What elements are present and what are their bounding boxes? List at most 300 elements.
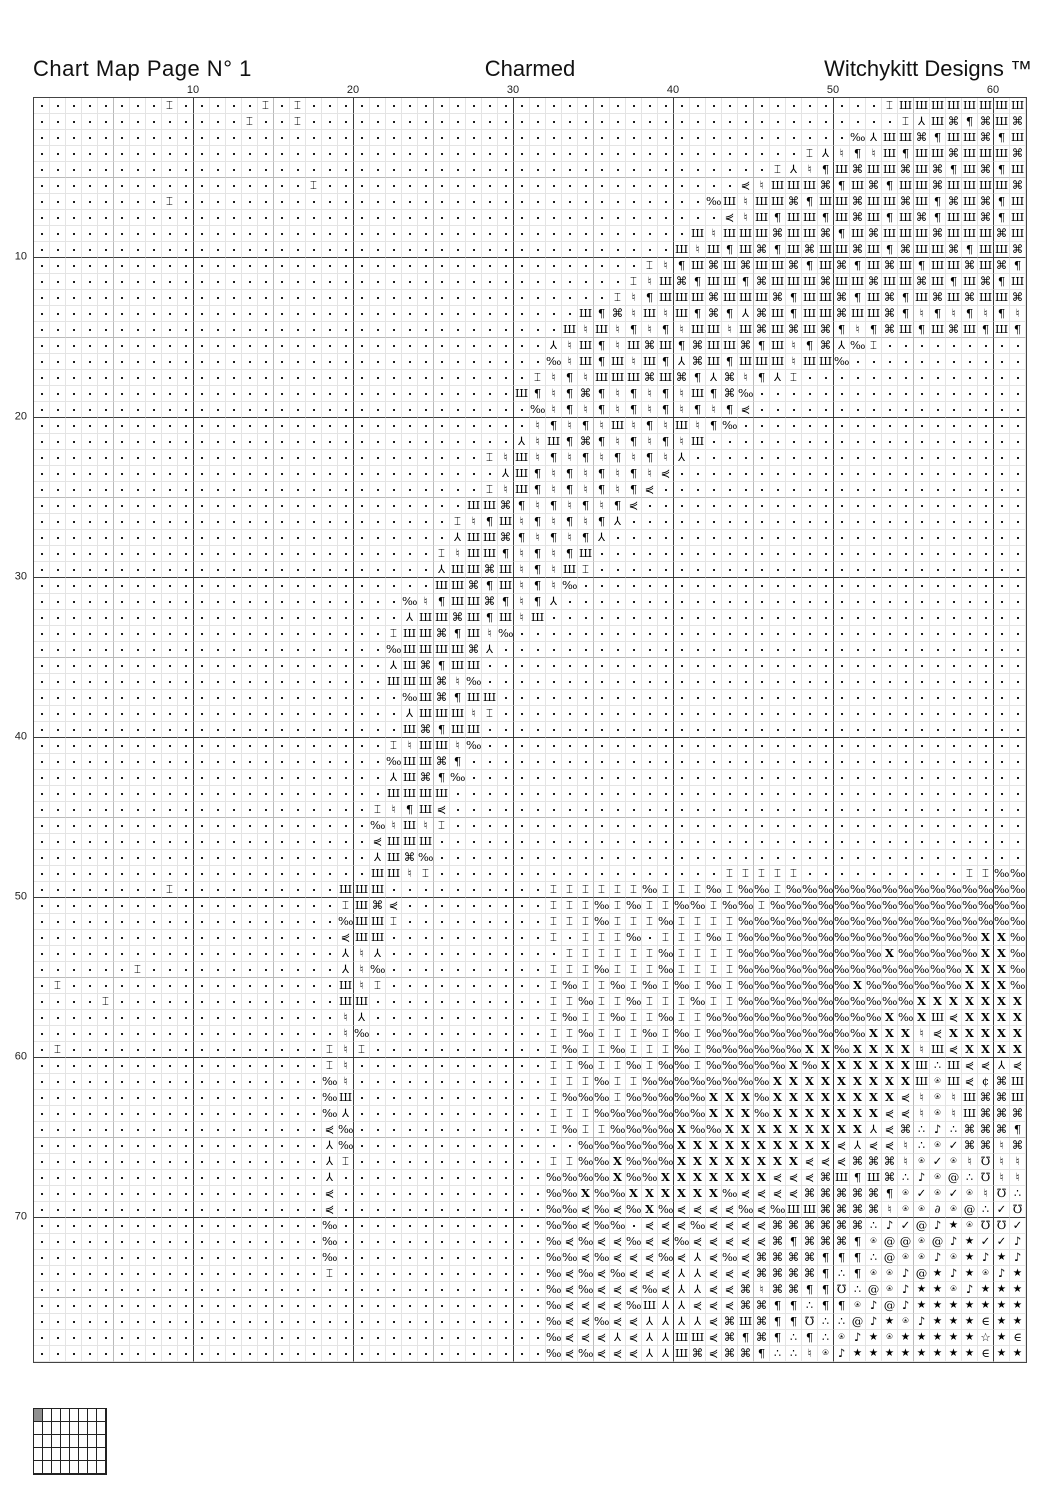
- grid-cell: ⋞: [626, 1314, 642, 1330]
- grid-cell: [466, 306, 482, 322]
- grid-cell: [210, 274, 226, 290]
- grid-cell: [674, 130, 690, 146]
- grid-cell: [418, 258, 434, 274]
- grid-cell: [994, 354, 1010, 370]
- grid-cell: ¶: [562, 402, 578, 418]
- grid-cell: [242, 914, 258, 930]
- grid-cell: [210, 1154, 226, 1170]
- grid-cell: ¶: [578, 418, 594, 434]
- grid-cell: ⌘: [818, 274, 834, 290]
- grid-cell: [258, 514, 274, 530]
- grid-cell: [882, 338, 898, 354]
- grid-cell: [130, 402, 146, 418]
- grid-cell: [962, 562, 978, 578]
- grid-cell: [50, 322, 66, 338]
- grid-cell: [146, 194, 162, 210]
- grid-cell: [402, 194, 418, 210]
- grid-cell: [274, 210, 290, 226]
- row-number-label: 70: [14, 1210, 27, 1223]
- grid-cell: ♮: [450, 674, 466, 690]
- grid-cell: [322, 146, 338, 162]
- grid-cell: [146, 1186, 162, 1202]
- grid-cell: [450, 1250, 466, 1266]
- grid-cell: [66, 498, 82, 514]
- grid-cell: [178, 962, 194, 978]
- grid-cell: Ш: [690, 386, 705, 400]
- grid-cell: Ш: [418, 706, 433, 720]
- grid-cell: [754, 530, 770, 546]
- grid-cell: [978, 546, 994, 562]
- grid-cell: [402, 882, 418, 898]
- grid-cell: ‰: [578, 1058, 594, 1072]
- grid-cell: [626, 242, 642, 258]
- grid-cell: [946, 706, 962, 722]
- grid-cell: [162, 178, 178, 194]
- grid-cell: ‰: [722, 1186, 738, 1200]
- grid-cell: [706, 706, 722, 722]
- grid-cell: [242, 418, 258, 434]
- grid-cell: [322, 1026, 338, 1042]
- grid-cell: Ш: [770, 274, 785, 288]
- grid-cell: [818, 738, 834, 754]
- grid-cell: [354, 114, 370, 130]
- grid-cell: ‰: [546, 354, 562, 368]
- grid-cell: Ш: [658, 338, 673, 352]
- grid-cell: ¶: [434, 722, 450, 738]
- grid-cell: [994, 338, 1010, 354]
- grid-cell: [66, 322, 82, 338]
- grid-cell: [674, 146, 690, 162]
- grid-cell: ⌘: [786, 1282, 802, 1298]
- grid-cell: [450, 1106, 466, 1122]
- grid-cell: [482, 914, 498, 930]
- grid-cell: [322, 210, 338, 226]
- grid-cell: [98, 370, 114, 386]
- grid-cell: [322, 546, 338, 562]
- grid-cell: [194, 1346, 210, 1362]
- grid-cell: [242, 290, 258, 306]
- grid-cell: ‰: [834, 1026, 850, 1040]
- grid-cell: [770, 450, 786, 466]
- grid-cell: [130, 722, 146, 738]
- grid-cell: [82, 882, 98, 898]
- grid-cell: [818, 530, 834, 546]
- grid-cell: [162, 1058, 178, 1074]
- grid-cell: [130, 418, 146, 434]
- grid-cell: [162, 1346, 178, 1362]
- grid-cell: [562, 114, 578, 130]
- grid-cell: [98, 1090, 114, 1106]
- grid-cell: [370, 194, 386, 210]
- grid-cell: ‰: [610, 1186, 626, 1200]
- grid-cell: [610, 114, 626, 130]
- grid-cell: ⌘: [434, 690, 450, 706]
- grid-cell: [466, 450, 482, 466]
- grid-cell: [434, 1090, 450, 1106]
- grid-cell: [322, 482, 338, 498]
- grid-cell: [818, 818, 834, 834]
- grid-cell: [690, 466, 706, 482]
- grid-cell: [402, 1042, 418, 1058]
- grid-cell: ⌘: [818, 226, 834, 242]
- grid-cell: [242, 1090, 258, 1106]
- grid-cell: ‰: [754, 1058, 770, 1072]
- grid-cell: [818, 722, 834, 738]
- grid-cell: [402, 338, 418, 354]
- grid-cell: [194, 370, 210, 386]
- grid-cell: Ш: [962, 194, 977, 208]
- grid-cell: [258, 546, 274, 562]
- grid-cell: [50, 402, 66, 418]
- grid-cell: [514, 226, 530, 242]
- grid-cell: [546, 946, 562, 962]
- grid-cell: [306, 674, 322, 690]
- grid-cell: [706, 722, 722, 738]
- grid-cell: [450, 338, 466, 354]
- grid-cell: [50, 1186, 66, 1202]
- grid-cell: [930, 594, 946, 610]
- grid-cell: [594, 594, 610, 610]
- grid-cell: [370, 674, 386, 690]
- grid-cell: ‰: [690, 1106, 706, 1120]
- grid-cell: [434, 498, 450, 514]
- grid-cell: [898, 594, 914, 610]
- grid-cell: ⌶: [626, 914, 642, 930]
- grid-cell: [386, 882, 402, 898]
- grid-cell: ⅄: [610, 514, 626, 530]
- grid-cell: [802, 690, 818, 706]
- grid-cell: ⌘: [882, 258, 898, 274]
- grid-cell: [386, 994, 402, 1010]
- grid-cell: [546, 834, 562, 850]
- grid-cell: [274, 1186, 290, 1202]
- grid-cell: X: [834, 1074, 850, 1090]
- grid-cell: [434, 226, 450, 242]
- grid-cell: ‰: [546, 1250, 562, 1264]
- grid-cell: [802, 850, 818, 866]
- grid-cell: [482, 258, 498, 274]
- grid-cell: [754, 690, 770, 706]
- grid-cell: [578, 786, 594, 802]
- grid-cell: [258, 1074, 274, 1090]
- grid-cell: [498, 706, 514, 722]
- grid-cell: Ш: [946, 226, 961, 240]
- grid-cell: ⋞: [690, 1202, 706, 1218]
- grid-cell: ⌘: [978, 210, 994, 226]
- grid-cell: [146, 658, 162, 674]
- grid-cell: Ш: [882, 162, 897, 176]
- grid-cell: [258, 354, 274, 370]
- grid-cell: [178, 754, 194, 770]
- grid-cell: [274, 1074, 290, 1090]
- grid-cell: [66, 690, 82, 706]
- grid-cell: [194, 1170, 210, 1186]
- grid-cell: [338, 690, 354, 706]
- grid-cell: [258, 1058, 274, 1074]
- grid-cell: [274, 338, 290, 354]
- grid-cell: [418, 546, 434, 562]
- grid-cell: ♪: [946, 1266, 962, 1282]
- grid-cell: ⌘: [818, 178, 834, 194]
- grid-cell: [418, 1170, 434, 1186]
- grid-cell: [770, 98, 786, 114]
- grid-cell: [930, 866, 946, 882]
- grid-cell: [514, 690, 530, 706]
- grid-cell: ♮: [610, 434, 626, 450]
- grid-cell: [802, 770, 818, 786]
- grid-cell: [258, 722, 274, 738]
- grid-cell: ⌶: [690, 882, 706, 898]
- grid-cell: Ш: [978, 226, 993, 240]
- grid-cell: [50, 786, 66, 802]
- grid-cell: [82, 1282, 98, 1298]
- grid-cell: [66, 1330, 82, 1346]
- grid-cell: [210, 1314, 226, 1330]
- grid-cell: [322, 1330, 338, 1346]
- grid-cell: [514, 914, 530, 930]
- grid-cell: ‰: [738, 898, 754, 912]
- grid-cell: [178, 722, 194, 738]
- grid-cell: [50, 1170, 66, 1186]
- grid-cell: Ш: [402, 754, 417, 768]
- grid-cell: ‰: [914, 946, 930, 960]
- grid-cell: [1010, 434, 1026, 450]
- grid-cell: [882, 498, 898, 514]
- grid-cell: [322, 866, 338, 882]
- grid-cell: [306, 1314, 322, 1330]
- grid-cell: [98, 658, 114, 674]
- grid-cell: [930, 690, 946, 706]
- grid-cell: ⌶: [786, 866, 802, 882]
- grid-cell: Ш: [706, 354, 721, 368]
- grid-cell: [178, 482, 194, 498]
- grid-cell: [850, 722, 866, 738]
- grid-cell: [258, 1314, 274, 1330]
- grid-cell: X: [722, 1138, 738, 1154]
- grid-cell: [914, 354, 930, 370]
- grid-cell: ‰: [930, 978, 946, 992]
- grid-cell: ★: [914, 1282, 930, 1298]
- grid-cell: [914, 498, 930, 514]
- grid-cell: [498, 338, 514, 354]
- grid-cell: [338, 242, 354, 258]
- grid-cell: [450, 850, 466, 866]
- grid-cell: [130, 482, 146, 498]
- grid-cell: [786, 706, 802, 722]
- grid-cell: [626, 1218, 642, 1234]
- grid-cell: [242, 258, 258, 274]
- grid-cell: [226, 418, 242, 434]
- grid-cell: ‰: [834, 978, 850, 992]
- grid-cell: [498, 770, 514, 786]
- grid-cell: ⌶: [674, 914, 690, 930]
- grid-cell: [978, 482, 994, 498]
- grid-cell: [258, 274, 274, 290]
- grid-cell: ¶: [450, 626, 466, 642]
- grid-cell: [802, 786, 818, 802]
- grid-cell: [226, 706, 242, 722]
- grid-cell: ‰: [562, 1090, 578, 1104]
- grid-cell: ⋞: [674, 1250, 690, 1266]
- grid-cell: ⌘: [802, 1266, 818, 1282]
- grid-cell: [930, 754, 946, 770]
- grid-cell: ♮: [882, 1202, 898, 1218]
- grid-cell: ¶: [482, 578, 498, 594]
- grid-cell: ⌘: [898, 242, 914, 258]
- grid-cell: [418, 386, 434, 402]
- grid-cell: ⅄: [818, 146, 834, 162]
- grid-cell: [178, 1234, 194, 1250]
- row-number-label: 30: [14, 570, 27, 583]
- grid-cell: [706, 98, 722, 114]
- grid-cell: [402, 258, 418, 274]
- grid-cell: [50, 882, 66, 898]
- grid-cell: [802, 802, 818, 818]
- grid-cell: ¶: [850, 258, 866, 274]
- grid-cell: ¶: [722, 242, 738, 258]
- grid-cell: [914, 770, 930, 786]
- grid-cell: ‰: [754, 1074, 770, 1088]
- grid-cell: ‰: [642, 978, 658, 992]
- grid-cell: ⌘: [818, 1186, 834, 1202]
- grid-cell: [354, 1058, 370, 1074]
- grid-cell: [626, 562, 642, 578]
- grid-cell: ⌘: [978, 1106, 994, 1122]
- grid-cell: ‰: [626, 1298, 642, 1312]
- grid-cell: [274, 290, 290, 306]
- grid-cell: [178, 1090, 194, 1106]
- grid-cell: [66, 1282, 82, 1298]
- grid-cell: ¶: [498, 546, 514, 562]
- grid-cell: [242, 722, 258, 738]
- grid-cell: [802, 722, 818, 738]
- grid-cell: [306, 274, 322, 290]
- grid-cell: [914, 386, 930, 402]
- grid-cell: ¶: [594, 482, 610, 498]
- grid-cell: [466, 1250, 482, 1266]
- grid-cell: [354, 1234, 370, 1250]
- grid-cell: ¶: [802, 194, 818, 210]
- grid-cell: [434, 258, 450, 274]
- grid-cell: [338, 210, 354, 226]
- grid-cell: [114, 242, 130, 258]
- grid-cell: [322, 274, 338, 290]
- grid-cell: [50, 658, 66, 674]
- grid-cell: [98, 738, 114, 754]
- grid-cell: [162, 1282, 178, 1298]
- grid-cell: ★: [962, 1250, 978, 1266]
- grid-cell: Ш: [850, 306, 865, 320]
- grid-cell: [418, 994, 434, 1010]
- grid-cell: [946, 786, 962, 802]
- grid-cell: ⅄: [402, 706, 418, 722]
- grid-cell: X: [610, 1170, 626, 1186]
- grid-cell: [146, 786, 162, 802]
- grid-cell: [354, 754, 370, 770]
- grid-cell: [466, 1202, 482, 1218]
- grid-cell: ℧: [834, 1282, 850, 1298]
- grid-cell: [226, 914, 242, 930]
- grid-cell: ⌘: [946, 242, 962, 258]
- grid-cell: ‰: [738, 962, 754, 976]
- grid-cell: [226, 1010, 242, 1026]
- grid-cell: ⌶: [626, 1042, 642, 1058]
- grid-cell: [770, 434, 786, 450]
- grid-cell: [866, 722, 882, 738]
- grid-cell: X: [690, 1154, 706, 1170]
- grid-cell: ‰: [562, 1010, 578, 1024]
- grid-cell: ⋞: [338, 930, 354, 946]
- grid-cell: [562, 770, 578, 786]
- grid-cell: ‰: [546, 1202, 562, 1216]
- grid-cell: [194, 1010, 210, 1026]
- grid-cell: [386, 514, 402, 530]
- grid-cell: [322, 514, 338, 530]
- grid-cell: [754, 146, 770, 162]
- grid-cell: ⌶: [322, 1266, 338, 1282]
- grid-cell: [850, 802, 866, 818]
- grid-cell: [194, 1138, 210, 1154]
- grid-cell: Ш: [338, 978, 353, 992]
- grid-cell: [130, 450, 146, 466]
- grid-cell: Ш: [674, 290, 689, 304]
- grid-cell: [690, 450, 706, 466]
- grid-cell: ⌶: [162, 194, 178, 210]
- grid-cell: [466, 290, 482, 306]
- grid-cell: [226, 514, 242, 530]
- grid-cell: ♮: [802, 162, 818, 178]
- grid-cell: [770, 514, 786, 530]
- grid-cell: ⌘: [898, 194, 914, 210]
- grid-cell: Ш: [482, 690, 497, 704]
- grid-cell: [178, 1026, 194, 1042]
- grid-cell: [226, 690, 242, 706]
- grid-cell: [354, 98, 370, 114]
- grid-cell: [1010, 386, 1026, 402]
- grid-cell: [514, 1218, 530, 1234]
- grid-cell: [370, 1138, 386, 1154]
- grid-cell: [50, 386, 66, 402]
- grid-cell: [930, 546, 946, 562]
- grid-cell: [642, 130, 658, 146]
- grid-cell: ★: [930, 1314, 946, 1330]
- grid-cell: [898, 786, 914, 802]
- page-cell: [61, 1448, 70, 1461]
- grid-cell: X: [674, 1170, 690, 1186]
- grid-cell: [706, 850, 722, 866]
- grid-cell: ⋞: [658, 1234, 674, 1250]
- grid-cell: ⌘: [786, 1266, 802, 1282]
- grid-cell: Ш: [706, 338, 721, 352]
- grid-cell: ⌘: [898, 162, 914, 178]
- grid-cell: [98, 530, 114, 546]
- grid-cell: [754, 722, 770, 738]
- grid-cell: [498, 1122, 514, 1138]
- grid-cell: [98, 722, 114, 738]
- grid-cell: [802, 466, 818, 482]
- grid-cell: [226, 546, 242, 562]
- grid-cell: [386, 1010, 402, 1026]
- grid-cell: [130, 178, 146, 194]
- grid-cell: [34, 1298, 50, 1314]
- grid-cell: Ш: [802, 290, 817, 304]
- grid-cell: [290, 370, 306, 386]
- grid-cell: [386, 274, 402, 290]
- grid-cell: ⅄: [994, 1058, 1010, 1074]
- grid-cell: [850, 594, 866, 610]
- grid-cell: [610, 642, 626, 658]
- grid-cell: [1010, 706, 1026, 722]
